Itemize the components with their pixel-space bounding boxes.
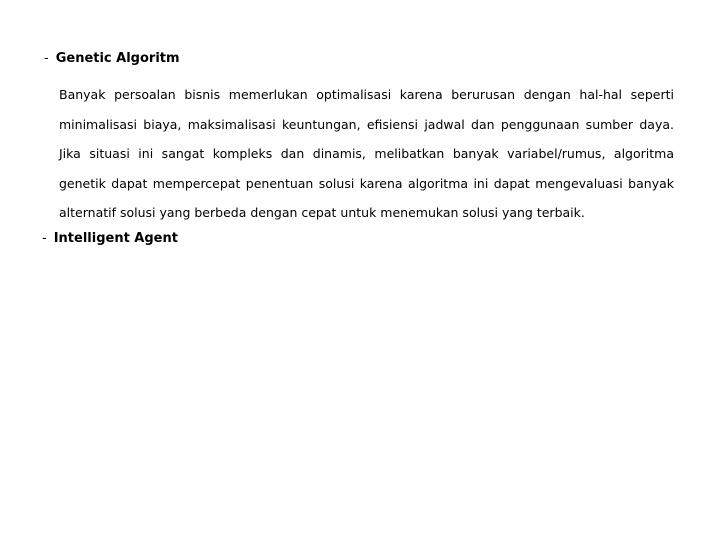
paragraph-genetic-algoritm	[59, 80, 674, 228]
paragraph-line: minimalisasi biaya, maksimalisasi keuntungan, efisiensi jadwal dan penggunaan sumber daya.	[59, 116, 674, 132]
paragraph-line: Banyak persoalan bisnis memerlukan optimalisasi karena berurusan dengan hal-hal seperti	[59, 87, 674, 102]
paragraph-line: genetik dapat mempercepat penentuan solusi karena algoritma ini dapat mengevaluasi banyak	[59, 175, 674, 191]
paragraph-line: alternatif solusi yang berbeda dengan cepat untuk menemukan solusi yang terbaik.	[59, 205, 585, 220]
section-heading-genetic-algoritm	[44, 51, 180, 67]
section-heading-intelligent-agent	[42, 231, 178, 247]
heading-text: Genetic Algoritm	[55, 51, 180, 66]
paragraph-line: Jika situasi ini sangat kompleks dan dinamis, melibatkan banyak variabel/rumus, algoritma	[59, 146, 674, 161]
bullet-dash: -	[42, 231, 47, 246]
heading-text: Intelligent Agent	[53, 231, 178, 246]
bullet-dash: -	[44, 51, 49, 66]
